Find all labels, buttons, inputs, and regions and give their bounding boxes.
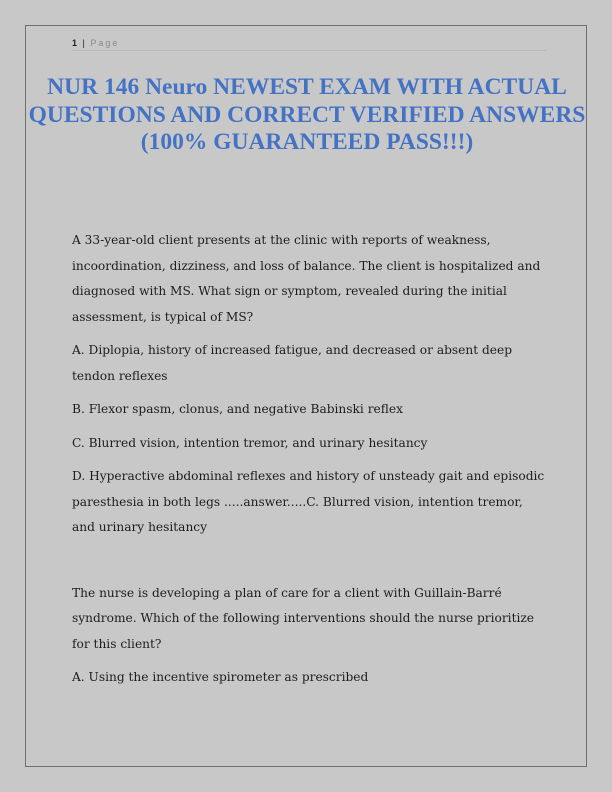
page-separator: | xyxy=(82,38,86,48)
page-number: 1 xyxy=(72,38,78,48)
question-2-text: The nurse is developing a plan of care for a client with Guillain-Barré syndrome. Which of the following interventions should the nurse prioritize for this client? xyxy=(72,585,535,651)
document-title: NUR 146 Neuro NEWEST EXAM WITH ACTUAL QUESTIONS AND CORRECT VERIFIED ANSWERS (100% GUARANTEED PASS!!!) xyxy=(28,74,586,155)
question-1-option-c: C. Blurred vision, intention tremor, and urinary hesitancy xyxy=(72,435,428,450)
question-spacer xyxy=(72,549,547,581)
question-1-option-d-answer: D. Hyperactive abdominal reflexes and history of unsteady gait and episodic paresthesia in both legs .....answer.....C. Blurred vision, intention tremor, and urinary hesitancy xyxy=(72,469,545,534)
page-label: Page xyxy=(90,38,120,48)
page-header xyxy=(72,36,546,51)
document-body xyxy=(72,228,547,699)
question-1-option-b: B. Flexor spasm, clonus, and negative Babinski reflex xyxy=(72,402,403,416)
document-page xyxy=(25,25,587,767)
question-2-option-a: A. Using the incentive spirometer as prescribed xyxy=(72,670,369,684)
question-1-text: A 33-year-old client presents at the clinic with reports of weakness, incoordination, dizziness, and loss of balance. The client is hospitalized and diagnosed with MS. What sign or symptom, revealed during the initial assessment, is typical of MS? xyxy=(72,233,541,324)
question-1-option-a: A. Diplopia, history of increased fatigue, and decreased or absent deep tendon reflexes xyxy=(72,343,513,383)
